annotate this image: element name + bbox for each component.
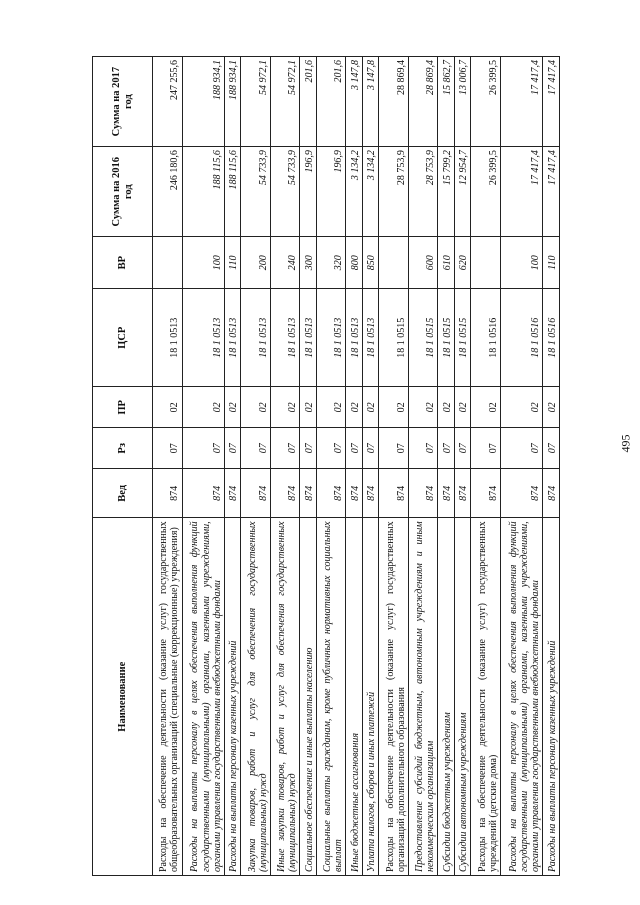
cell-name: Социальные выплаты гражданам, кроме публичных нормативных социальных выплат bbox=[316, 518, 346, 876]
table-row bbox=[346, 57, 362, 876]
cell-sum-2016: 15 799,2 bbox=[438, 147, 454, 237]
cell-vr: 600 bbox=[408, 237, 438, 289]
cell-sum-2016: 26 399,5 bbox=[471, 147, 501, 237]
cell-rz: 07 bbox=[346, 428, 362, 469]
cell-sum-2016: 3 134,2 bbox=[346, 147, 362, 237]
cell-sum-2016: 196,9 bbox=[300, 147, 316, 237]
header-rz: Рз bbox=[93, 428, 153, 469]
cell-ved: 874 bbox=[362, 469, 378, 518]
cell-sum-2016: 188 115,6 bbox=[225, 147, 241, 237]
cell-vr bbox=[379, 237, 409, 289]
cell-rz: 07 bbox=[379, 428, 409, 469]
cell-sum-2017: 28 869,4 bbox=[408, 57, 438, 147]
cell-sum-2017: 201,6 bbox=[316, 57, 346, 147]
cell-rz: 07 bbox=[454, 428, 470, 469]
cell-ved: 874 bbox=[300, 469, 316, 518]
table-row bbox=[471, 57, 501, 876]
cell-pr: 02 bbox=[500, 387, 543, 428]
cell-sum-2016: 54 733,9 bbox=[241, 147, 271, 237]
cell-vr: 100 bbox=[182, 237, 225, 289]
cell-csr: 18 1 0515 bbox=[379, 289, 409, 387]
cell-rz: 07 bbox=[471, 428, 501, 469]
cell-name: Уплата налогов, сборов и иных платежей bbox=[362, 518, 378, 876]
cell-ved: 874 bbox=[408, 469, 438, 518]
cell-rz: 07 bbox=[270, 428, 300, 469]
table-row bbox=[153, 57, 183, 876]
cell-vr: 320 bbox=[316, 237, 346, 289]
table-row bbox=[438, 57, 454, 876]
rotated-table-container bbox=[92, 56, 560, 876]
cell-name: Социальное обеспечение и иные выплаты населению bbox=[300, 518, 316, 876]
cell-vr: 110 bbox=[543, 237, 560, 289]
cell-name: Субсидии бюджетным учреждениям bbox=[438, 518, 454, 876]
cell-ved: 874 bbox=[379, 469, 409, 518]
cell-sum-2017: 15 862,7 bbox=[438, 57, 454, 147]
cell-ved: 874 bbox=[346, 469, 362, 518]
cell-vr: 300 bbox=[300, 237, 316, 289]
cell-pr: 02 bbox=[379, 387, 409, 428]
cell-pr: 02 bbox=[316, 387, 346, 428]
cell-sum-2016: 28 753,9 bbox=[408, 147, 438, 237]
cell-pr: 02 bbox=[454, 387, 470, 428]
table-row bbox=[182, 57, 225, 876]
cell-ved: 874 bbox=[454, 469, 470, 518]
cell-ved: 874 bbox=[543, 469, 560, 518]
cell-rz: 07 bbox=[500, 428, 543, 469]
cell-name: Расходы на выплаты персоналу казенных учреждений bbox=[543, 518, 560, 876]
cell-sum-2017: 28 869,4 bbox=[379, 57, 409, 147]
header-vr: ВР bbox=[93, 237, 153, 289]
cell-ved: 874 bbox=[182, 469, 225, 518]
cell-pr: 02 bbox=[438, 387, 454, 428]
cell-csr: 18 1 0513 bbox=[225, 289, 241, 387]
cell-vr: 800 bbox=[346, 237, 362, 289]
cell-sum-2017: 188 934,1 bbox=[182, 57, 225, 147]
cell-sum-2016: 246 180,6 bbox=[153, 147, 183, 237]
cell-ved: 874 bbox=[153, 469, 183, 518]
table-row bbox=[241, 57, 271, 876]
cell-pr: 02 bbox=[408, 387, 438, 428]
cell-csr: 18 1 0516 bbox=[543, 289, 560, 387]
header-ved: Вед bbox=[93, 469, 153, 518]
cell-csr: 18 1 0513 bbox=[241, 289, 271, 387]
table-row bbox=[379, 57, 409, 876]
cell-vr: 850 bbox=[362, 237, 378, 289]
cell-rz: 07 bbox=[225, 428, 241, 469]
cell-sum-2017: 54 972,1 bbox=[270, 57, 300, 147]
header-csr: ЦСР bbox=[93, 289, 153, 387]
cell-sum-2017: 201,6 bbox=[300, 57, 316, 147]
cell-ved: 874 bbox=[500, 469, 543, 518]
cell-csr: 18 1 0513 bbox=[153, 289, 183, 387]
cell-csr: 18 1 0515 bbox=[454, 289, 470, 387]
cell-sum-2017: 3 147,8 bbox=[362, 57, 378, 147]
cell-ved: 874 bbox=[270, 469, 300, 518]
cell-rz: 07 bbox=[543, 428, 560, 469]
cell-vr: 610 bbox=[438, 237, 454, 289]
cell-pr: 02 bbox=[225, 387, 241, 428]
cell-csr: 18 1 0513 bbox=[362, 289, 378, 387]
cell-csr: 18 1 0515 bbox=[438, 289, 454, 387]
cell-ved: 874 bbox=[316, 469, 346, 518]
table-header-row bbox=[93, 57, 153, 876]
cell-vr: 240 bbox=[270, 237, 300, 289]
cell-name: Расходы на обеспечение деятельности (оказание услуг) государственных учреждений (детские дома) bbox=[471, 518, 501, 876]
cell-sum-2016: 54 733,9 bbox=[270, 147, 300, 237]
cell-rz: 07 bbox=[316, 428, 346, 469]
cell-sum-2016: 17 417,4 bbox=[500, 147, 543, 237]
cell-vr: 620 bbox=[454, 237, 470, 289]
cell-csr: 18 1 0513 bbox=[270, 289, 300, 387]
table-row bbox=[362, 57, 378, 876]
cell-sum-2017: 26 399,5 bbox=[471, 57, 501, 147]
header-sum-2016: Сумма на 2016 год bbox=[93, 147, 153, 237]
cell-sum-2016: 12 954,7 bbox=[454, 147, 470, 237]
table-body bbox=[153, 57, 560, 876]
cell-pr: 02 bbox=[153, 387, 183, 428]
cell-pr: 02 bbox=[543, 387, 560, 428]
cell-sum-2016: 188 115,6 bbox=[182, 147, 225, 237]
cell-vr: 110 bbox=[225, 237, 241, 289]
cell-rz: 07 bbox=[241, 428, 271, 469]
cell-rz: 07 bbox=[438, 428, 454, 469]
cell-pr: 02 bbox=[346, 387, 362, 428]
cell-rz: 07 bbox=[182, 428, 225, 469]
header-sum-2017: Сумма на 2017 год bbox=[93, 57, 153, 147]
cell-ved: 874 bbox=[438, 469, 454, 518]
cell-pr: 02 bbox=[471, 387, 501, 428]
cell-sum-2017: 13 006,7 bbox=[454, 57, 470, 147]
cell-ved: 874 bbox=[241, 469, 271, 518]
cell-csr: 18 1 0513 bbox=[182, 289, 225, 387]
cell-ved: 874 bbox=[225, 469, 241, 518]
cell-name: Субсидии автономным учреждениям bbox=[454, 518, 470, 876]
cell-pr: 02 bbox=[362, 387, 378, 428]
cell-pr: 02 bbox=[241, 387, 271, 428]
cell-rz: 07 bbox=[153, 428, 183, 469]
cell-vr bbox=[471, 237, 501, 289]
header-name: Наименование bbox=[93, 518, 153, 876]
cell-sum-2017: 54 972,1 bbox=[241, 57, 271, 147]
table-row bbox=[316, 57, 346, 876]
cell-csr: 18 1 0515 bbox=[408, 289, 438, 387]
cell-name: Расходы на выплаты персоналу казенных учреждений bbox=[225, 518, 241, 876]
cell-sum-2017: 3 147,8 bbox=[346, 57, 362, 147]
cell-pr: 02 bbox=[270, 387, 300, 428]
cell-rz: 07 bbox=[408, 428, 438, 469]
cell-csr: 18 1 0513 bbox=[316, 289, 346, 387]
cell-vr: 200 bbox=[241, 237, 271, 289]
cell-name: Закупка товаров, работ и услуг для обеспечения государственных (муниципальных) нужд bbox=[241, 518, 271, 876]
cell-sum-2016: 196,9 bbox=[316, 147, 346, 237]
table-row bbox=[454, 57, 470, 876]
cell-vr: 100 bbox=[500, 237, 543, 289]
cell-csr: 18 1 0513 bbox=[300, 289, 316, 387]
page-number: 495 bbox=[618, 434, 633, 453]
table-row bbox=[225, 57, 241, 876]
cell-sum-2017: 17 417,4 bbox=[543, 57, 560, 147]
cell-vr bbox=[153, 237, 183, 289]
cell-pr: 02 bbox=[300, 387, 316, 428]
cell-sum-2016: 3 134,2 bbox=[362, 147, 378, 237]
cell-ved: 874 bbox=[471, 469, 501, 518]
cell-csr: 18 1 0513 bbox=[346, 289, 362, 387]
table-row bbox=[270, 57, 300, 876]
cell-name: Расходы на обеспечение деятельности (оказание услуг) государственных общеобразовательных организаций (специальные (коррекционные) учреждения) bbox=[153, 518, 183, 876]
table-row bbox=[500, 57, 543, 876]
cell-name: Иные бюджетные ассигнования bbox=[346, 518, 362, 876]
cell-name: Расходы на обеспечение деятельности (оказание услуг) государственных организаций дополнительного образования bbox=[379, 518, 409, 876]
table-row bbox=[300, 57, 316, 876]
cell-sum-2017: 188 934,1 bbox=[225, 57, 241, 147]
cell-sum-2017: 17 417,4 bbox=[500, 57, 543, 147]
cell-name: Расходы на выплаты персоналу в целях обеспечения выполнения функций государственными (муниципальными) органами, казенными учреждениями, органами управления государственными внебюджетными фондами bbox=[182, 518, 225, 876]
table-row bbox=[543, 57, 560, 876]
cell-name: Иные закупки товаров, работ и услуг для обеспечения государственных (муниципальных) нужд bbox=[270, 518, 300, 876]
cell-name: Расходы на выплаты персоналу в целях обеспечения выполнения функций государственными (муниципальными) органами, казенными учреждениями, органами управления государственными внебюджетными фондами bbox=[500, 518, 543, 876]
cell-csr: 18 1 0516 bbox=[500, 289, 543, 387]
cell-rz: 07 bbox=[300, 428, 316, 469]
header-pr: ПР bbox=[93, 387, 153, 428]
cell-sum-2017: 247 255,6 bbox=[153, 57, 183, 147]
cell-name: Предоставление субсидий бюджетным, автономным учреждениям и иным некоммерческим организациям bbox=[408, 518, 438, 876]
cell-sum-2016: 28 753,9 bbox=[379, 147, 409, 237]
cell-csr: 18 1 0516 bbox=[471, 289, 501, 387]
table-row bbox=[408, 57, 438, 876]
cell-rz: 07 bbox=[362, 428, 378, 469]
budget-table bbox=[92, 56, 560, 876]
cell-sum-2016: 17 417,4 bbox=[543, 147, 560, 237]
cell-pr: 02 bbox=[182, 387, 225, 428]
